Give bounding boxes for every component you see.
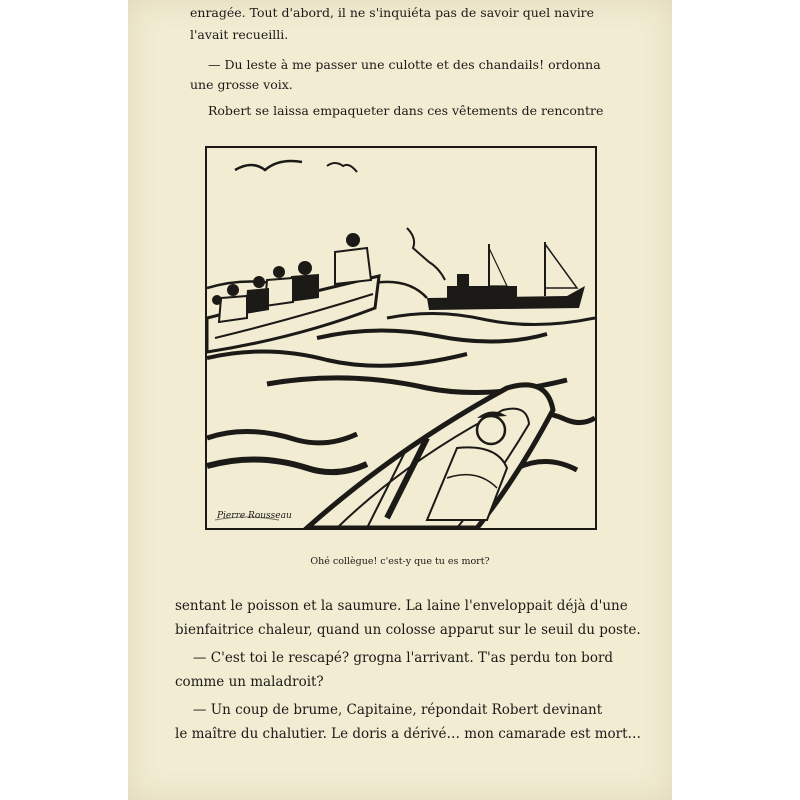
text-line-9: comme un maladroit? bbox=[175, 674, 324, 690]
text-line-4: une grosse voix. bbox=[190, 77, 293, 92]
text-line-1: enragée. Tout d'abord, il ne s'inquiéta pas de savoir quel navire bbox=[190, 5, 595, 20]
text-line-11: le maître du chalutier. Le doris a dérivé… mon camarade est mort… bbox=[175, 726, 642, 742]
text-line-2: l'avait recueilli. bbox=[190, 27, 289, 42]
text-line-8: — C'est toi le rescapé? grogna l'arrivant. T'as perdu ton bord bbox=[193, 650, 614, 666]
text-line-5: Robert se laissa empaqueter dans ces vêtements de rencontre bbox=[208, 103, 604, 118]
illustration-caption: Ohé collègue! c'est-y que tu es mort? bbox=[310, 556, 490, 567]
illustration-drawing bbox=[207, 148, 595, 528]
text-line-10: — Un coup de brume, Capitaine, répondait Robert devinant bbox=[193, 702, 603, 718]
illustration bbox=[205, 146, 597, 530]
illustration-signature: Pierre Rousseau bbox=[217, 511, 292, 521]
text-line-6: sentant le poisson et la saumure. La laine l'enveloppait déjà d'une bbox=[175, 598, 628, 614]
text-line-3: — Du leste à me passer une culotte et des chandails! ordonna bbox=[208, 57, 601, 72]
text-line-7: bienfaitrice chaleur, quand un colosse apparut sur le seuil du poste. bbox=[175, 622, 641, 638]
